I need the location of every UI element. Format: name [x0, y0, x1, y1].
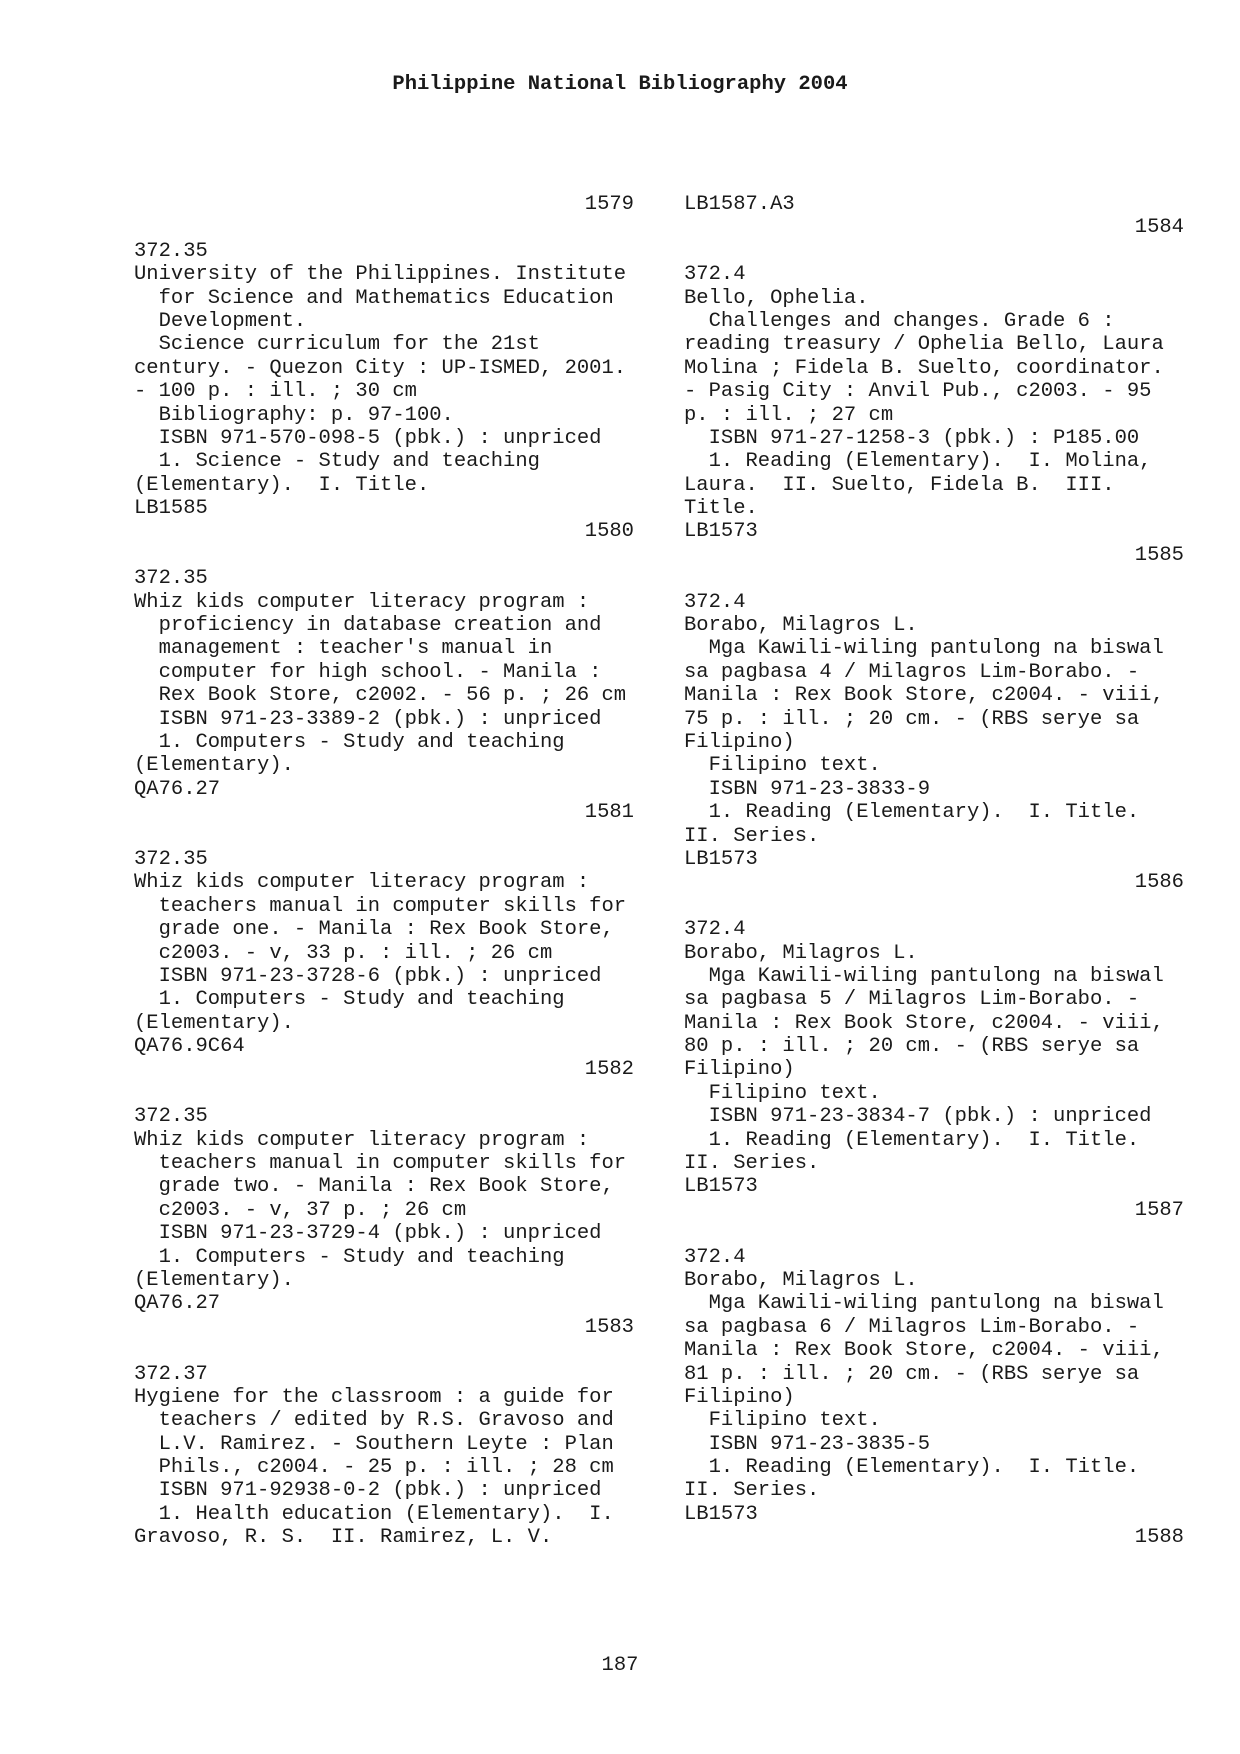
left-column [134, 193, 634, 1550]
entry-line: 1. Science - Study and teaching [134, 450, 540, 474]
entry-line: LB1585 [134, 497, 208, 521]
entry-line: 75 p. : ill. ; 20 cm. - (RBS serye sa [684, 707, 1140, 731]
blank-line [134, 825, 634, 848]
page-number: 187 [601, 1654, 639, 1677]
entry-line: c2003. - v, 33 p. : ill. ; 26 cm [134, 941, 553, 965]
entry-line: Bibliography: p. 97-100. [134, 403, 454, 427]
entry-line: LB1573 [684, 847, 758, 871]
entry-line: Mga Kawili-wiling pantulong na biswal [684, 637, 1164, 661]
entry-line: Laura. II. Suelto, Fidela B. III. [684, 473, 1115, 497]
entry-line: QA76.9C64 [134, 1035, 245, 1059]
entry-line: (Elementary). I. Title. [134, 473, 430, 497]
entry-line: 372.4 [684, 590, 746, 614]
entry-line: ISBN 971-27-1258-3 (pbk.) : P185.00 [684, 426, 1140, 450]
entry-line: Borabo, Milagros L. [684, 941, 918, 965]
entry-line: 372.4 [684, 263, 746, 287]
entry-line: ISBN 971-23-3833-9 [684, 777, 931, 801]
entry-line: grade one. - Manila : Rex Book Store, [134, 918, 614, 942]
entry-line: for Science and Mathematics Education [134, 286, 614, 310]
entry-line: QA76.27 [134, 1292, 221, 1316]
entry-line: 372.35 [134, 567, 208, 591]
entry-line: Mga Kawili-wiling pantulong na biswal [684, 1292, 1164, 1316]
entry-line: Gravoso, R. S. II. Ramirez, L. V. [134, 1526, 553, 1550]
entry-line: ISBN 971-23-3728-6 (pbk.) : unpriced [134, 964, 602, 988]
entry-line: (Elementary). [134, 754, 294, 778]
entry-line: grade two. - Manila : Rex Book Store, [134, 1175, 614, 1199]
entry-line: proficiency in database creation and [134, 614, 602, 638]
entry-line: L.V. Ramirez. - Southern Leyte : Plan [134, 1432, 614, 1456]
blank-line [684, 895, 1184, 918]
entry-line: ISBN 971-92938-0-2 (pbk.) : unpriced [134, 1479, 602, 1503]
entry-line: Science curriculum for the 21st [134, 333, 540, 357]
entry-line: Manila : Rex Book Store, c2004. - viii, [684, 1339, 1164, 1363]
blank-line [684, 567, 1184, 590]
page-header-title: Philippine National Bibliography 2004 [392, 73, 848, 96]
entry-number: 1584 [1134, 216, 1184, 240]
entry-line: century. - Quezon City : UP-ISMED, 2001. [134, 356, 627, 380]
entry-line: Whiz kids computer literacy program : [134, 590, 590, 614]
entry-line: p. : ill. ; 27 cm [684, 403, 894, 427]
entry-line: LB1573 [684, 1175, 758, 1199]
entry-line: ISBN 971-570-098-5 (pbk.) : unpriced [134, 426, 602, 450]
entry-line: 1. Reading (Elementary). I. Molina, [684, 450, 1152, 474]
entry-line: II. Series. [684, 824, 820, 848]
entry-line: Filipino text. [684, 754, 881, 778]
blank-line [134, 544, 634, 567]
entry-line: 81 p. : ill. ; 20 cm. - (RBS serye sa [684, 1362, 1140, 1386]
entry-number: 1586 [1134, 871, 1184, 895]
entry-number: 1581 [584, 801, 634, 825]
entry-line: Phils., c2004. - 25 p. : ill. ; 28 cm [134, 1456, 614, 1480]
entry-line: LB1587.A3 [684, 193, 795, 216]
entry-line: Development. [134, 309, 307, 333]
entry-line: Hygiene for the classroom : a guide for [134, 1385, 614, 1409]
entry-line: 372.35 [134, 239, 208, 263]
entry-line: Whiz kids computer literacy program : [134, 871, 590, 895]
entry-line: sa pagbasa 6 / Milagros Lim-Borabo. - [684, 1315, 1140, 1339]
entry-line: teachers manual in computer skills for [134, 1152, 627, 1176]
entry-line: University of the Philippines. Institute [134, 263, 627, 287]
entry-line: Rex Book Store, c2002. - 56 p. ; 26 cm [134, 684, 627, 708]
entry-line: Bello, Ophelia. [684, 286, 869, 310]
entry-line: Manila : Rex Book Store, c2004. - viii, [684, 684, 1164, 708]
entry-line: 80 p. : ill. ; 20 cm. - (RBS serye sa [684, 1035, 1140, 1059]
entry-line: c2003. - v, 37 p. ; 26 cm [134, 1198, 467, 1222]
entry-line: Mga Kawili-wiling pantulong na biswal [684, 964, 1164, 988]
entry-line: (Elementary). [134, 1268, 294, 1292]
entry-line: 372.4 [684, 1245, 746, 1269]
entry-line: 1. Computers - Study and teaching [134, 988, 565, 1012]
entry-line: - 100 p. : ill. ; 30 cm [134, 380, 417, 404]
entry-line: 1. Reading (Elementary). I. Title. [684, 1128, 1140, 1152]
entry-line: ISBN 971-23-3835-5 [684, 1432, 931, 1456]
entry-number: 1580 [584, 520, 634, 544]
entry-line: 1. Reading (Elementary). I. Title. [684, 1456, 1140, 1480]
entry-line: Challenges and changes. Grade 6 : [684, 309, 1115, 333]
entry-line: 1. Health education (Elementary). I. [134, 1502, 614, 1526]
entry-line: ISBN 971-23-3389-2 (pbk.) : unpriced [134, 707, 602, 731]
entry-line: 1. Reading (Elementary). I. Title. [684, 801, 1140, 825]
entry-line: Borabo, Milagros L. [684, 614, 918, 638]
entry-line: ISBN 971-23-3729-4 (pbk.) : unpriced [134, 1222, 602, 1246]
entry-line: management : teacher's manual in [134, 637, 553, 661]
entry-number: 1587 [1134, 1198, 1184, 1222]
blank-line [684, 1222, 1184, 1245]
entry-line: reading treasury / Ophelia Bello, Laura [684, 333, 1164, 357]
blank-line [134, 1082, 634, 1105]
entry-line: teachers / edited by R.S. Gravoso and [134, 1409, 614, 1433]
entry-line: 1. Computers - Study and teaching [134, 730, 565, 754]
entry-line: teachers manual in computer skills for [134, 894, 627, 918]
entry-number: 1583 [584, 1315, 634, 1339]
entry-line: LB1573 [684, 1502, 758, 1526]
entry-number: 1582 [584, 1058, 634, 1082]
entry-line: QA76.27 [134, 777, 221, 801]
blank-line [134, 216, 634, 239]
entry-line: II. Series. [684, 1479, 820, 1503]
entry-line: 372.35 [134, 1105, 208, 1129]
entry-line: Manila : Rex Book Store, c2004. - viii, [684, 1011, 1164, 1035]
entry-line: Whiz kids computer literacy program : [134, 1128, 590, 1152]
entry-number: 1588 [1134, 1526, 1184, 1550]
entry-line: II. Series. [684, 1152, 820, 1176]
entry-line: sa pagbasa 4 / Milagros Lim-Borabo. - [684, 660, 1140, 684]
entry-line: LB1573 [684, 520, 758, 544]
entry-line: Filipino text. [684, 1081, 881, 1105]
entry-line: computer for high school. - Manila : [134, 660, 602, 684]
blank-line [684, 240, 1184, 263]
entry-line: Borabo, Milagros L. [684, 1268, 918, 1292]
entry-line: Filipino) [684, 1385, 795, 1409]
entry-line: Filipino text. [684, 1409, 881, 1433]
entry-line: (Elementary). [134, 1011, 294, 1035]
entry-number: 1585 [1134, 543, 1184, 567]
blank-line [134, 1339, 634, 1362]
entry-line: 372.35 [134, 847, 208, 871]
entry-line: Title. [684, 497, 758, 521]
entry-line: Filipino) [684, 1058, 795, 1082]
entry-line: Filipino) [684, 730, 795, 754]
entry-line: ISBN 971-23-3834-7 (pbk.) : unpriced [684, 1105, 1152, 1129]
entry-number: 1579 [584, 193, 634, 216]
entry-line: 1. Computers - Study and teaching [134, 1245, 565, 1269]
entry-line: - Pasig City : Anvil Pub., c2003. - 95 [684, 380, 1152, 404]
right-column [684, 193, 1184, 1550]
entry-line: Molina ; Fidela B. Suelto, coordinator. [684, 356, 1164, 380]
entry-line: sa pagbasa 5 / Milagros Lim-Borabo. - [684, 988, 1140, 1012]
entry-line: 372.37 [134, 1362, 208, 1386]
entry-line: 372.4 [684, 918, 746, 942]
